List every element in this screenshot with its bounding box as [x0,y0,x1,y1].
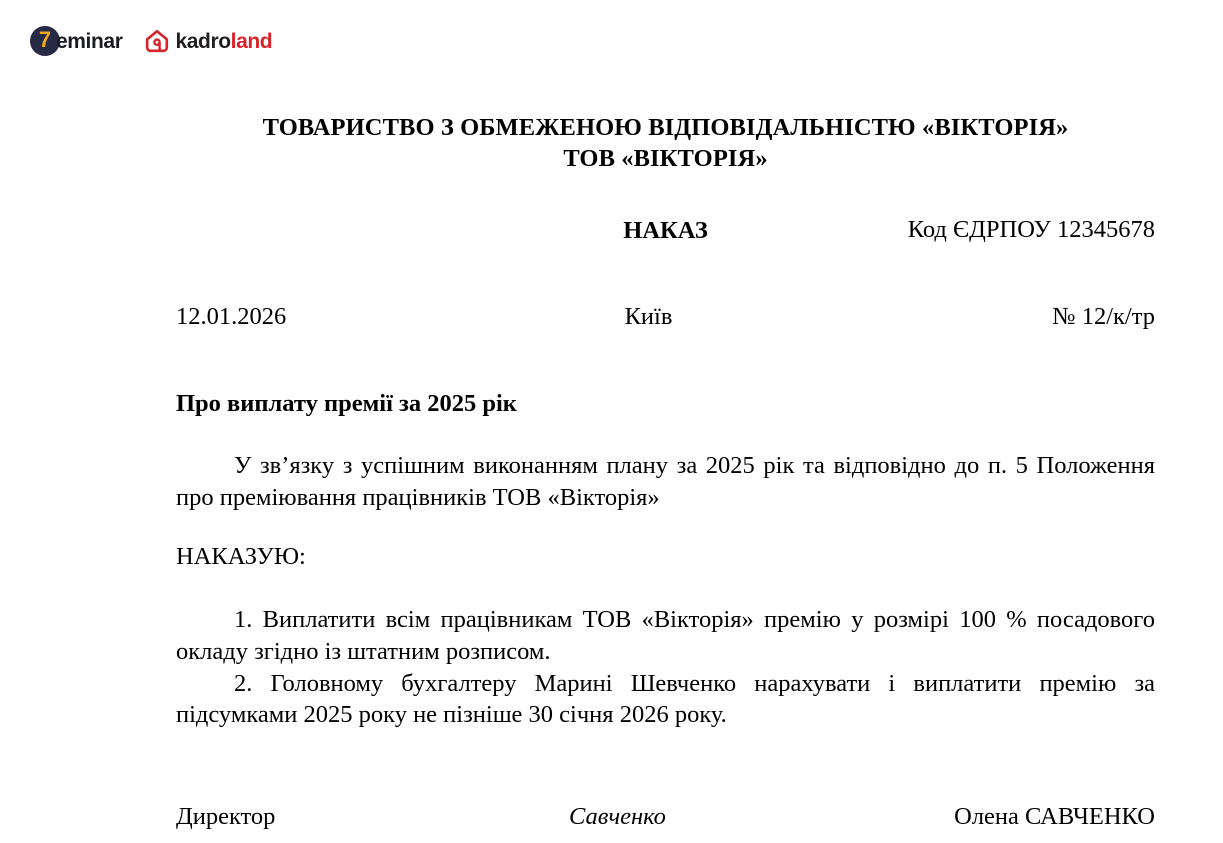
document-subject: Про виплату премії за 2025 рік [176,390,517,418]
order-document [176,0,1155,833]
order-clause-2: 2. Головному бухгалтеру Марині Шевченко нарахувати і виплатити премію за підсумками 2025 року не пізніше 30 січня 2026 року. [176,669,1155,729]
handwritten-signature: Савченко [569,803,666,831]
edrpou-code: Код ЄДРПОУ 12345678 [907,215,1155,243]
document-place: Київ [624,303,673,331]
logo-7eminar-word: eminar [56,29,123,53]
seminar-seven-glyph: 7 [38,27,52,52]
logo-7eminar[interactable] [30,26,122,56]
organization-full-name: ТОВАРИСТВО З ОБМЕЖЕНОЮ ВІДПОВІДАЛЬНІСТЮ «ВІКТОРІЯ» [262,114,1069,141]
signature-row [176,801,1155,833]
signatory-position: Директор [176,803,276,831]
organization-short-name: ТОВ «ВІКТОРІЯ» [563,145,768,173]
document-kind-heading: НАКАЗ [623,217,708,245]
document-date: 12.01.2026 [176,303,287,331]
order-clause-1: 1. Виплатити всім працівникам ТОВ «Вікторія» премію у розмірі 100 % посадового окладу згідно із штатним розписом. [176,605,1155,665]
document-preamble: У зв’язку з успішним виконанням плану за 2025 рік та відповідно до п. 5 Положення про преміювання працівників ТОВ «Вікторія» [176,451,1155,511]
document-number: № 12/к/тр [1052,303,1155,331]
organization-title [176,112,1155,175]
logo-kadroland-word-part2: land [230,29,273,53]
document-meta-row [176,301,1155,331]
signatory-name: Олена САВЧЕНКО [954,803,1155,831]
kadroland-house-icon [144,28,170,54]
order-keyword: НАКАЗУЮ: [176,543,306,571]
logo-kadroland-word-part1: kadro [175,29,231,53]
